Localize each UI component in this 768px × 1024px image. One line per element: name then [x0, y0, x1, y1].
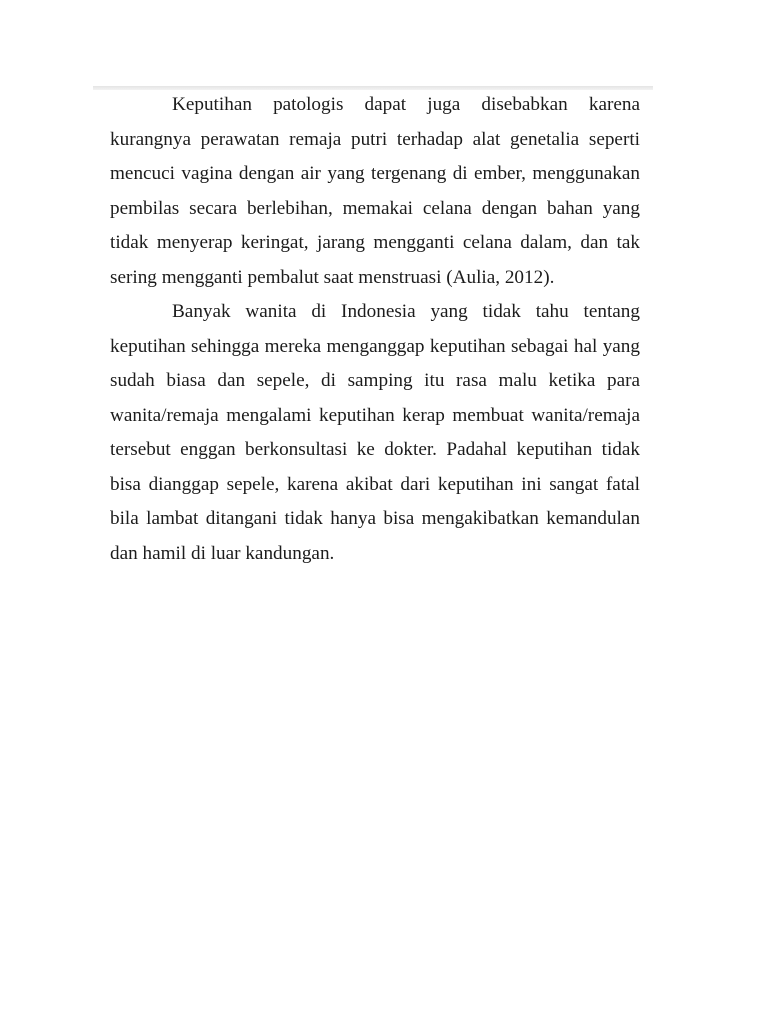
paragraph-2: Banyak wanita di Indonesia yang tidak tahu tentang keputihan sehingga mereka menganggap keputihan sebagai hal yang sudah biasa dan sepele, di samping itu rasa malu ketika para wanita/remaja mengalami keputihan kerap membuat wanita/remaja tersebut enggan berkonsultasi ke dokter. Padahal keputihan tidak bisa dianggap sepele, karena akibat dari keputihan ini sangat fatal bila lambat ditangani tidak hanya bisa mengakibatkan kemandulan dan hamil di luar kandungan.: [110, 301, 640, 564]
body-text: [110, 88, 640, 571]
paragraph-1: Keputihan patologis dapat juga disebabkan karena kurangnya perawatan remaja putri terhadap alat genetalia seperti mencuci vagina dengan air yang tergenang di ember, menggunakan pembilas secara berlebihan, memakai celana dengan bahan yang tidak menyerap keringat, jarang mengganti celana dalam, dan tak sering mengganti pembalut saat menstruasi (Aulia, 2012).: [110, 94, 640, 288]
